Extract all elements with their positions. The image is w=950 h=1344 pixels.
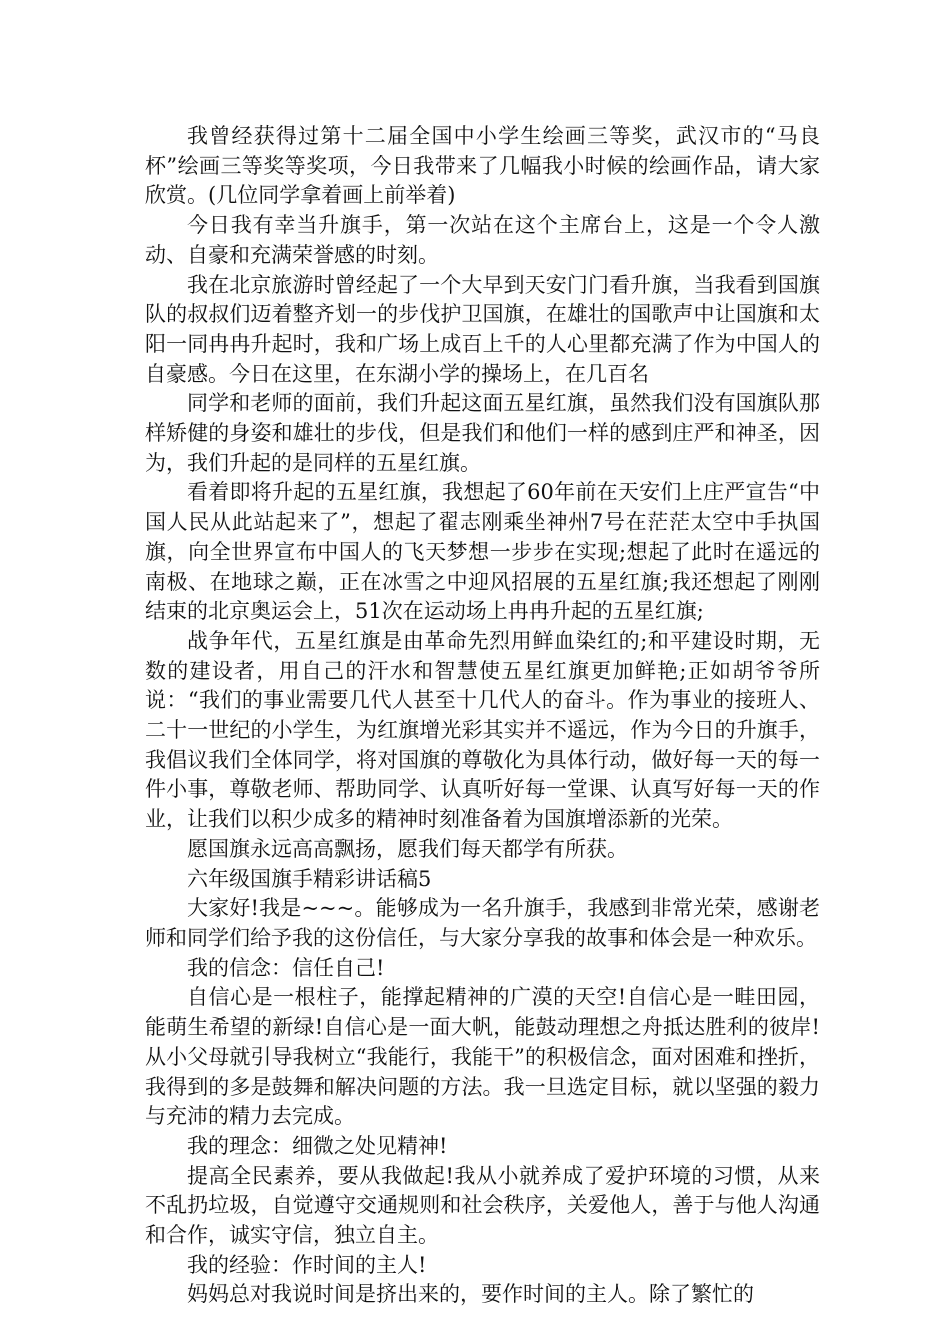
paragraph-war-and-peace: 战争年代，五星红旗是由革命先烈用鲜血染红的;和平建设时期，无数的建设者，用自己的汗水和智慧使五星红旗更加鲜艳;正如胡爷爷所说：“我们的事业需要几代人甚至十几代人的奋斗。作为事业的接班人、二十一世纪的小学生，为红旗增光彩其实并不遥远，作为今日的升旗手，我倡议我们全体同学，将对国旗的尊敬化为具体行动，做好每一天的每一件小事，尊敬老师、帮助同学、认真听好每一堂课、认真写好每一天的作业，让我们以积少成多的精神时刻准备着为国旗增添新的光荣。 bbox=[145, 628, 820, 832]
subheading-experience: 我的经验：作时间的主人! bbox=[187, 1252, 427, 1277]
subheading-belief: 我的信念：信任自己! bbox=[187, 955, 385, 980]
section-heading: 六年级国旗手精彩讲话稿5 bbox=[187, 866, 432, 891]
paragraph-rising-flag-memories: 看着即将升起的五星红旗，我想起了60年前在天安们上庄严宣告“中国人民从此站起来了”，想起了翟志刚乘坐神州7号在茫茫太空中手执国旗，向全世界宣布中国人的飞天梦想一步步在实现;想起了此时在遥远的南极、在地球之巅，正在冰雪之中迎风招展的五星红旗;我还想起了刚刚结束的北京奥运会上，51次在运动场上冉冉升起的五星红旗; bbox=[145, 480, 820, 624]
paragraph-wish: 愿国旗永远高高飘扬，愿我们每天都学有所获。 bbox=[187, 836, 628, 861]
paragraph-beijing-flag-raising: 我在北京旅游时曾经起了一个大早到天安门门看升旗，当我看到国旗队的叔叔们迈着整齐划一的步伐护卫国旗，在雄壮的国歌声中让国旗和太阳一同冉冉升起时，我和广场上成百上千的人心里都充满了作为中国人的自豪感。今日在这里，在东湖小学的操场上，在几百名 bbox=[145, 272, 820, 386]
paragraph-classmates-teachers: 同学和老师的面前，我们升起这面五星红旗，虽然我们没有国旗队那样矫健的身姿和雄壮的步伐，但是我们和他们一样的感到庄严和神圣，因为，我们升起的是同样的五星红旗。 bbox=[145, 391, 820, 475]
subheading-philosophy: 我的理念：细微之处见精神! bbox=[187, 1133, 448, 1158]
document-body bbox=[145, 122, 820, 1310]
paragraph-confidence: 自信心是一根柱子，能撑起精神的广漠的天空!自信心是一畦田园，能萌生希望的新绿!自信心是一面大帆，能鼓动理想之舟抵达胜利的彼岸!从小父母就引导我树立“我能行，我能干”的积极信念，面对困难和挫折，我得到的多是鼓舞和解决问题的方法。我一旦选定目标，就以坚强的毅力与充沛的精力去完成。 bbox=[145, 985, 820, 1129]
paragraph-greeting: 大家好!我是~~~。能够成为一名升旗手，我感到非常光荣，感谢老师和同学们给予我的这份信任，与大家分享我的故事和体会是一种欢乐。 bbox=[145, 896, 820, 950]
paragraph-painting-award: 我曾经获得过第十二届全国中小学生绘画三等奖，武汉市的“马良杯”绘画三等奖等奖项，今日我带来了几幅我小时候的绘画作品，请大家欣赏。(几位同学拿着画上前举着) bbox=[145, 124, 820, 208]
paragraph-flag-bearer-honor: 今日我有幸当升旗手，第一次站在这个主席台上，这是一个令人激动、自豪和充满荣誉感的时刻。 bbox=[145, 213, 820, 267]
paragraph-time: 妈妈总对我说时间是挤出来的，要作时间的主人。除了繁忙的 bbox=[187, 1282, 754, 1307]
paragraph-quality: 提高全民素养，要从我做起!我从小就养成了爱护环境的习惯，从来不乱扔垃圾，自觉遵守交通规则和社会秩序，关爱他人，善于与他人沟通和合作，诚实守信，独立自主。 bbox=[145, 1163, 820, 1248]
